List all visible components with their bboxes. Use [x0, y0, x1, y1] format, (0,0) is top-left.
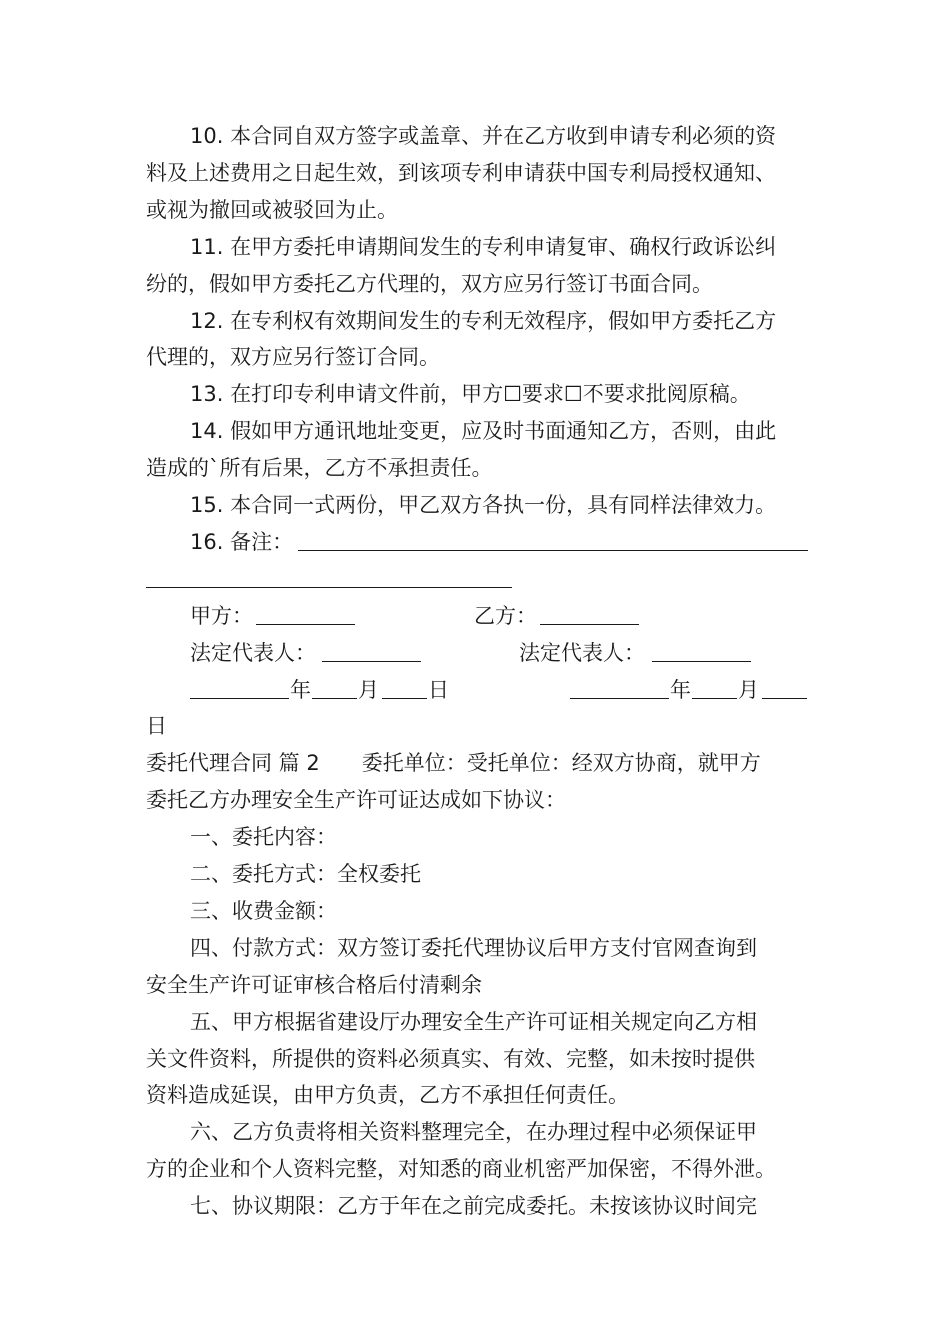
clause-11	[146, 229, 814, 303]
text-line: 纷的，假如甲方委托乙方代理的，双方应另行签订书面合同。	[146, 271, 713, 296]
rep-a-label: 法定代表人：	[190, 640, 316, 665]
remark-row	[146, 524, 814, 561]
text-line: 六、乙方负责将相关资料整理完全，在办理过程中必须保证甲	[190, 1120, 757, 1145]
text-line: 14. 假如甲方通讯地址变更，应及时书面通知乙方，否则，由此	[190, 419, 777, 444]
text-line: 13. 在打印专利申请文件前，甲方☐要求☐不要求批阅原稿。	[190, 382, 751, 407]
text-line: 15. 本合同一式两份，甲乙双方各执一份，具有同样法律效力。	[190, 493, 777, 518]
rep-a-blank[interactable]	[322, 661, 421, 662]
day-b-blank[interactable]	[762, 698, 807, 699]
item-3	[146, 893, 814, 930]
date-row	[146, 672, 814, 709]
item-5	[146, 1004, 814, 1115]
rep-b-blank[interactable]	[652, 661, 751, 662]
text-line: 料及上述费用之日起生效，到该项专利申请获中国专利局授权通知、	[146, 160, 776, 185]
text-line: 五、甲方根据省建设厅办理安全生产许可证相关规定向乙方相	[190, 1009, 757, 1034]
party-b-label: 乙方：	[474, 603, 537, 628]
day-a-label: 日	[428, 677, 449, 702]
section-2-heading-cont: 委托乙方办理安全生产许可证达成如下协议：	[146, 788, 566, 813]
month-b-blank[interactable]	[692, 698, 737, 699]
text-line: 或视为撤回或被驳回为止。	[146, 197, 398, 222]
remark-row-2	[146, 561, 814, 598]
clause-14	[146, 413, 814, 487]
party-a-label: 甲方：	[190, 603, 253, 628]
remark-blank-line-1[interactable]	[298, 550, 808, 551]
item-4	[146, 930, 814, 1004]
day-b-label: 日	[146, 714, 167, 739]
month-a-blank[interactable]	[312, 698, 357, 699]
year-b-blank[interactable]	[570, 698, 669, 699]
text-line: 资料造成延误，由甲方负责，乙方不承担任何责任。	[146, 1083, 629, 1108]
party-a-blank[interactable]	[256, 624, 355, 625]
text-line: 一、委托内容：	[190, 825, 337, 850]
month-b-label: 月	[738, 677, 759, 702]
party-b-blank[interactable]	[540, 624, 639, 625]
section-2-heading: 委托代理合同 篇 2 委托单位：受托单位：经双方协商，就甲方	[146, 751, 761, 776]
party-row	[146, 598, 814, 635]
clause-16-remark	[146, 524, 814, 598]
year-a-label: 年	[290, 677, 311, 702]
representative-row	[146, 635, 814, 672]
text-line: 代理的，双方应另行签订合同。	[146, 345, 440, 370]
clause-10	[146, 118, 814, 229]
clause-13	[146, 376, 814, 413]
text-line: 关文件资料，所提供的资料必须真实、有效、完整，如未按时提供	[146, 1046, 755, 1071]
document-page	[146, 118, 814, 1225]
date-row-wrap	[146, 708, 814, 745]
section-2	[146, 745, 814, 1225]
item-7	[146, 1188, 814, 1225]
clause-12	[146, 303, 814, 377]
text-line: 10. 本合同自双方签字或盖章、并在乙方收到申请专利必须的资	[190, 124, 777, 148]
item-1	[146, 819, 814, 856]
text-line: 11. 在甲方委托申请期间发生的专利申请复审、确权行政诉讼纠	[190, 234, 777, 259]
text-line: 三、收费金额：	[190, 898, 337, 923]
item-6	[146, 1114, 814, 1188]
remark-label: 16. 备注：	[190, 529, 294, 554]
item-2	[146, 856, 814, 893]
year-a-blank[interactable]	[190, 698, 289, 699]
text-line: 12. 在专利权有效期间发生的专利无效程序，假如甲方委托乙方	[190, 308, 777, 333]
text-line: 七、协议期限：乙方于年在之前完成委托。未按该协议时间完	[190, 1194, 757, 1219]
text-line: 安全生产许可证审核合格后付清剩余	[146, 972, 482, 997]
rep-b-label: 法定代表人：	[519, 640, 645, 665]
text-line: 四、付款方式：双方签订委托代理协议后甲方支付官网查询到	[190, 935, 757, 960]
text-line: 方的企业和个人资料完整，对知悉的商业机密严加保密，不得外泄。	[146, 1157, 776, 1182]
year-b-label: 年	[670, 677, 691, 702]
remark-blank-line-2[interactable]	[146, 587, 512, 588]
clause-15	[146, 487, 814, 524]
day-a-blank[interactable]	[382, 698, 427, 699]
text-line: 造成的`所有后果，乙方不承担责任。	[146, 456, 493, 481]
month-a-label: 月	[358, 677, 379, 702]
text-line: 二、委托方式：全权委托	[190, 862, 421, 887]
signature-block	[146, 598, 814, 746]
